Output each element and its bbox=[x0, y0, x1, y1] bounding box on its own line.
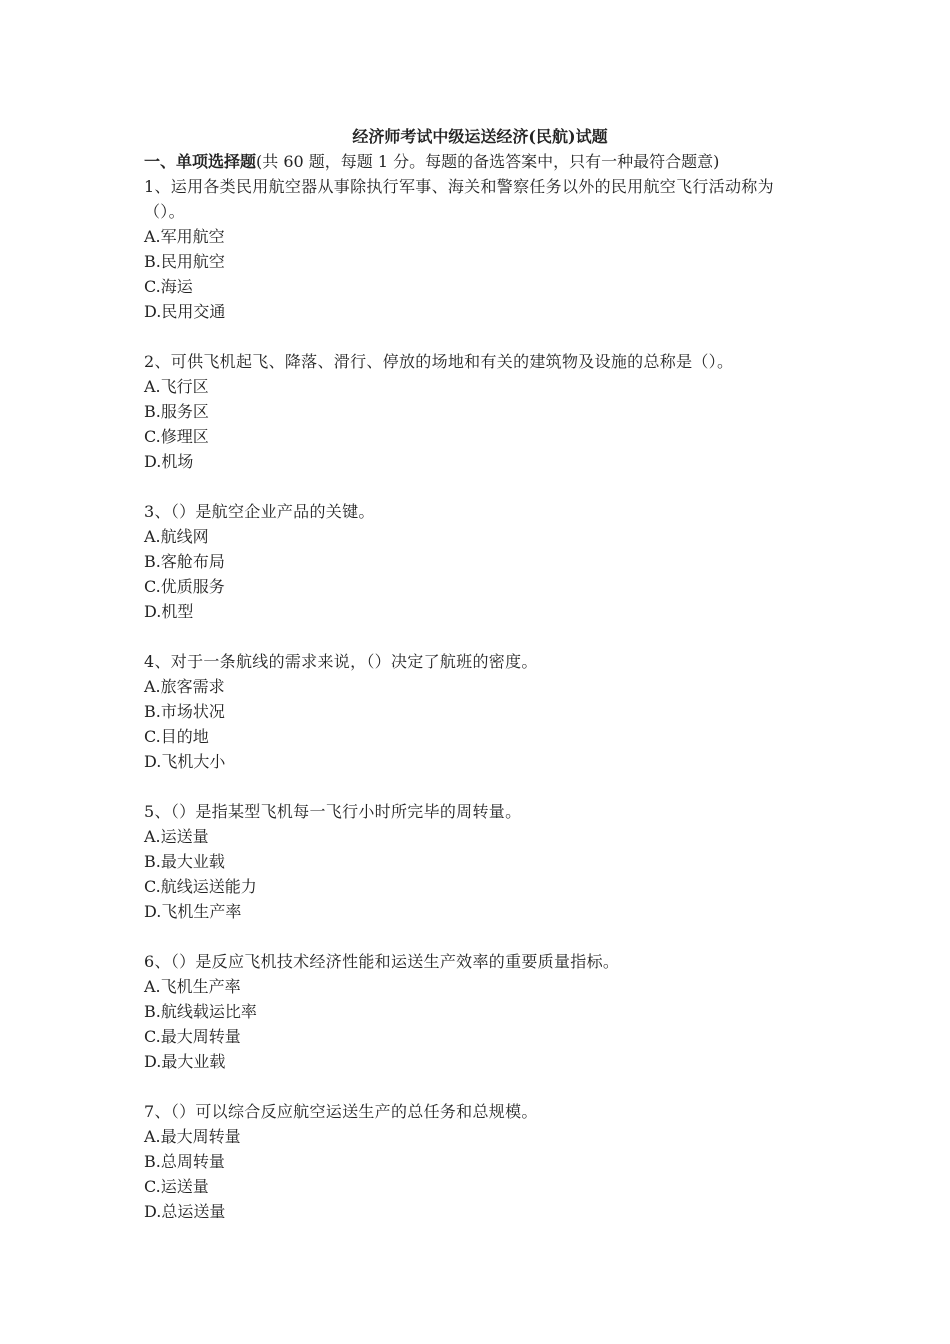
option-a: A.运送量 bbox=[144, 827, 209, 846]
section-label: 一、单项选择题 bbox=[144, 152, 257, 171]
question-5 bbox=[144, 799, 806, 924]
question-text: 7、（）可以综合反应航空运送生产的总任务和总规模。 bbox=[144, 1102, 538, 1121]
option-b: B.服务区 bbox=[144, 402, 209, 421]
option-d: D.民用交通 bbox=[144, 302, 226, 321]
option-d: D.机场 bbox=[144, 452, 194, 471]
option-b: B.最大业载 bbox=[144, 852, 225, 871]
section-note: (共 60 题，每题 1 分。每题的备选答案中，只有一种最符合题意) bbox=[256, 152, 720, 171]
option-a: A.最大周转量 bbox=[144, 1127, 241, 1146]
document-page bbox=[144, 124, 806, 1249]
question-4 bbox=[144, 649, 806, 774]
option-d: D.飞机生产率 bbox=[144, 902, 242, 921]
option-d: D.最大业载 bbox=[144, 1052, 226, 1071]
option-b: B.民用航空 bbox=[144, 252, 225, 271]
document-title: 经济师考试中级运送经济(民航)试题 bbox=[352, 127, 608, 146]
question-text: 4、对于一条航线的需求来说，（）决定了航班的密度。 bbox=[144, 652, 538, 671]
question-3 bbox=[144, 499, 806, 624]
question-7 bbox=[144, 1099, 806, 1224]
option-a: A.旅客需求 bbox=[144, 677, 225, 696]
option-a: A.飞机生产率 bbox=[144, 977, 241, 996]
option-d: D.机型 bbox=[144, 602, 194, 621]
section-heading bbox=[144, 149, 806, 174]
option-b: B.市场状况 bbox=[144, 702, 225, 721]
option-a: A.军用航空 bbox=[144, 227, 225, 246]
option-a: A.飞行区 bbox=[144, 377, 209, 396]
option-c: C.海运 bbox=[144, 277, 193, 296]
option-c: C.目的地 bbox=[144, 727, 209, 746]
option-b: B.总周转量 bbox=[144, 1152, 225, 1171]
option-b: B.客舱布局 bbox=[144, 552, 225, 571]
question-text: 5、（）是指某型飞机每一飞行小时所完毕的周转量。 bbox=[144, 802, 522, 821]
option-a: A.航线网 bbox=[144, 527, 209, 546]
option-d: D.总运送量 bbox=[144, 1202, 226, 1221]
question-text: 3、（）是航空企业产品的关键。 bbox=[144, 502, 375, 521]
option-c: C.航线运送能力 bbox=[144, 877, 257, 896]
question-text: 6、（）是反应飞机技术经济性能和运送生产效率的重要质量指标。 bbox=[144, 952, 620, 971]
option-d: D.飞机大小 bbox=[144, 752, 226, 771]
option-c: C.优质服务 bbox=[144, 577, 225, 596]
question-2 bbox=[144, 349, 806, 474]
question-text: 2、可供飞机起飞、降落、滑行、停放的场地和有关的建筑物及设施的总称是（）。 bbox=[144, 352, 734, 371]
option-c: C.修理区 bbox=[144, 427, 209, 446]
question-text: 1、运用各类民用航空器从事除执行军事、海关和警察任务以外的民用航空飞行活动称为（）。 bbox=[144, 177, 774, 221]
option-b: B.航线载运比率 bbox=[144, 1002, 257, 1021]
question-1 bbox=[144, 174, 806, 324]
option-c: C.最大周转量 bbox=[144, 1027, 241, 1046]
option-c: C.运送量 bbox=[144, 1177, 209, 1196]
question-6 bbox=[144, 949, 806, 1074]
